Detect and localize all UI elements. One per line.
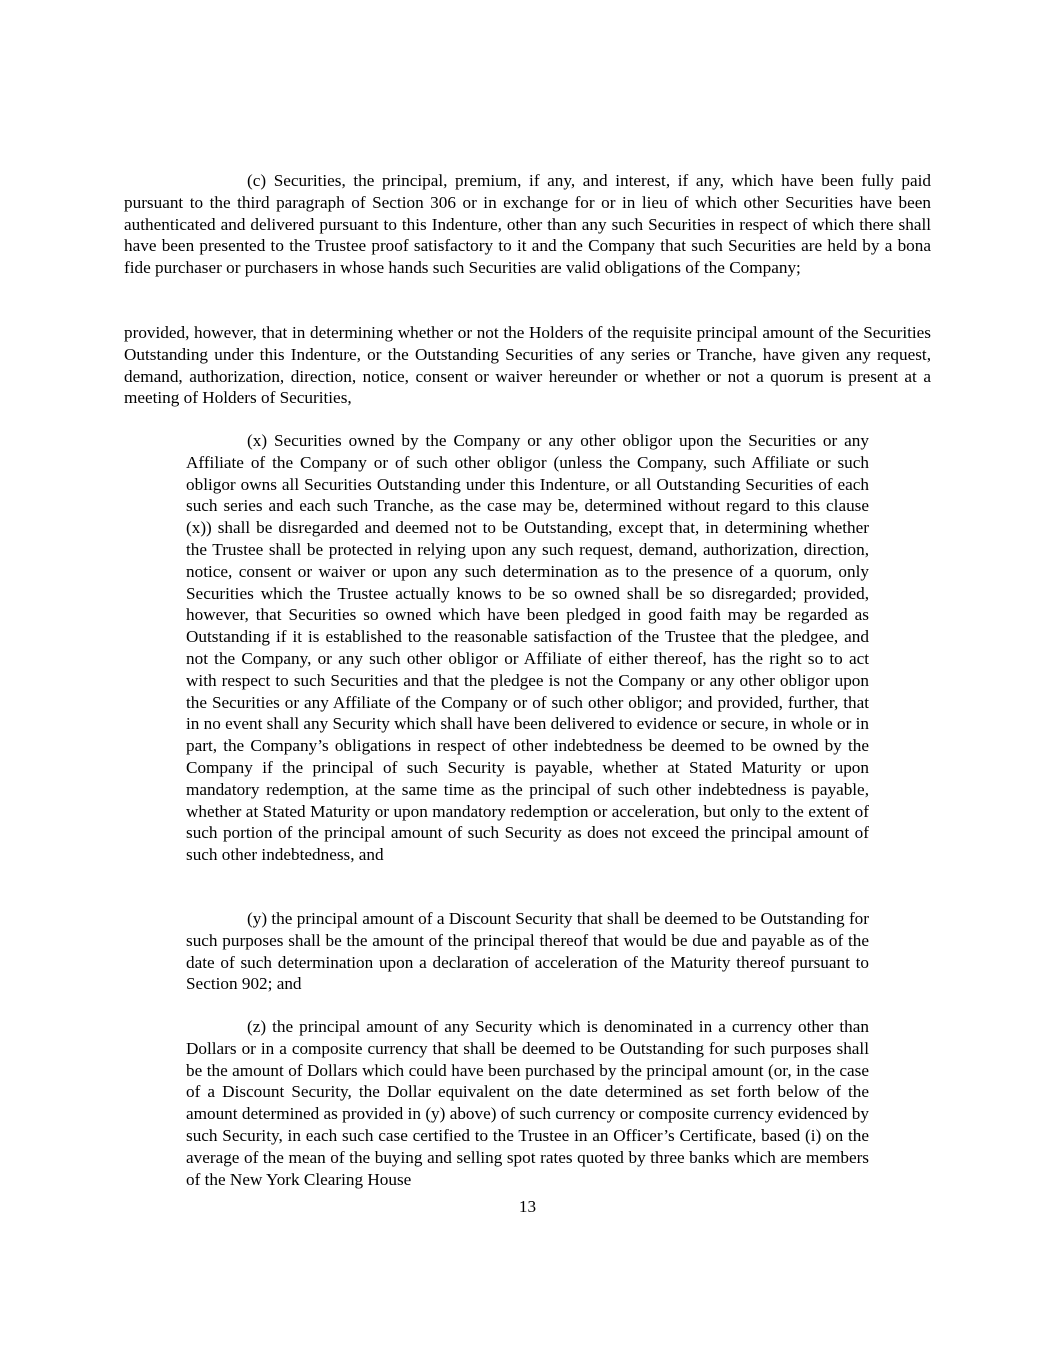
paragraph-x: (x) Securities owned by the Company or any other obligor upon the Securities or any Affiliate of the Company or of such other obligor (unless the Company, such Affiliate or such obligor owns all Securities Outstanding under this Indenture, or all Outstanding Securities of each such series and each such Tranche, as the case may be, determined without regard to this clause (x)) shall be disregarded and deemed not to be Outstanding, except that, in determining whether the Trustee shall be protected in relying upon any such request, demand, authorization, direction, notice, consent or waiver or upon any such determination as to the presence of a quorum, only Securities which the Trustee actually knows to be so owned shall be so disregarded; provided, however, that Securities so owned which have been pledged in good faith may be regarded as Outstanding if it is established to the reasonable satisfaction of the Trustee that the pledgee, and not the Company, or any such other obligor or Affiliate of either thereof, has the right so to act with respect to such Securities and that the pledgee is not the Company or any other obligor upon the Securities or any Affiliate of the Company or of such other obligor; and provided, further, that in no event shall any Security which shall have been delivered to evidence or secure, in whole or in part, the Company’s obligations in respect of other indebtedness be deemed to be owned by the Company if the principal of such Security is payable, whether at Stated Maturity or upon mandatory redemption, at the same time as the principal of such other indebtedness is payable, whether at Stated Maturity or upon mandatory redemption or acceleration, but only to the extent of such portion of the principal amount of such Security as does not exceed the principal amount of such other indebtedness, and	[186, 431, 869, 865]
paragraph-c: (c) Securities, the principal, premium, if any, and interest, if any, which have been fully paid pursuant to the third paragraph of Section 306 or in exchange for or in lieu of which other Securities have been authenticated and delivered pursuant to this Indenture, other than any such Securities in respect of which there shall have been presented to the Trustee proof satisfactory to it and the Company that such Securities are held by a bona fide purchaser or purchasers in whose hands such Securities are valid obligations of the Company;	[124, 171, 931, 278]
page-number: 13	[518, 1197, 537, 1216]
paragraph-z: (z) the principal amount of any Security which is denominated in a currency other than Dollars or in a composite currency that shall be deemed to be Outstanding for such purposes shall be the amount of Dollars which could have been purchased by the principal amount (or, in the case of a Discount Security, the Dollar equivalent on the date determined as set forth below of the amount determined as provided in (y) above) of such currency or composite currency evidenced by such Security, in each such case certified to the Trustee in an Officer’s Certificate, based (i) on the average of the mean of the buying and selling spot rates quoted by three banks which are members of the New York Clearing House	[186, 1017, 869, 1189]
paragraph-proviso: provided, however, that in determining whether or not the Holders of the requisite principal amount of the Securities Outstanding under this Indenture, or the Outstanding Securities of any series or Tranche, have given any request, demand, authorization, direction, notice, consent or waiver hereunder or whether or not a quorum is present at a meeting of Holders of Securities,	[124, 323, 931, 408]
paragraph-y: (y) the principal amount of a Discount Security that shall be deemed to be Outstanding for such purposes shall be the amount of the principal thereof that would be due and payable as of the date of such determination upon a declaration of acceleration of the Maturity thereof pursuant to Section 902; and	[186, 909, 869, 994]
